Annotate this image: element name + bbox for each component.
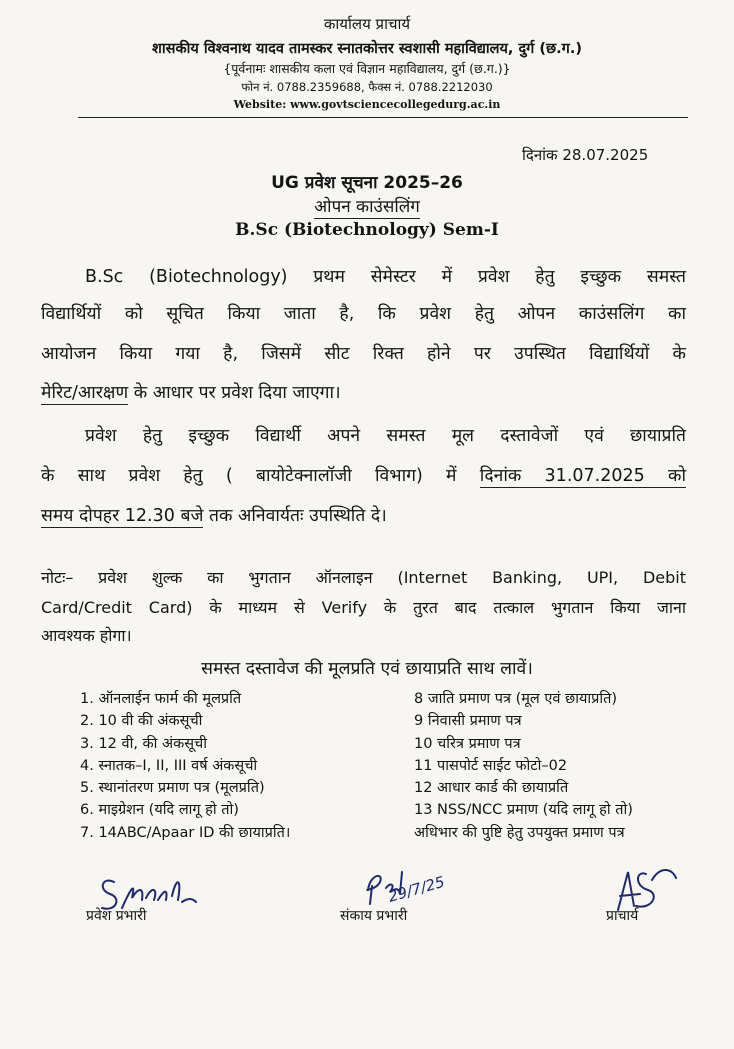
list-item: 6. माइग्रेशन (यदि लागू हो तो) — [80, 802, 239, 819]
admission-incharge-label: प्रवेश प्रभारी — [86, 908, 147, 924]
college-name: शासकीय विश्वनाथ यादव तामस्कर स्नातकोत्तर स्वशासी महाविद्यालय, दुर्ग (छ.ग.) — [152, 41, 582, 57]
documents-title: समस्त दस्तावेज की मूलप्रति एवं छायाप्रति साथ लावें। — [201, 659, 533, 679]
note-line2: Card/Credit Card) के माध्यम से Verify के तुरत बाद तत्काल भुगतान किया जाना — [41, 598, 686, 617]
para1-line2: विद्यार्थियों को सूचित किया जाता है, कि प्रवेश हेतु ओपन काउंसलिंग का — [41, 304, 686, 324]
note-line3: आवश्यक होगा। — [41, 626, 132, 645]
para2-line3-rest: तक अनिवार्यतः उपस्थिति दे। — [203, 506, 387, 526]
list-item: 8 जाति प्रमाण पत्र (मूल एवं छायाप्रति) — [414, 691, 618, 707]
faculty-incharge-label: संकाय प्रभारी — [340, 908, 408, 924]
list-item: 1. ऑनलाईन फार्म की मूलप्रति — [80, 691, 242, 707]
para2-line3 — [41, 503, 387, 527]
signature-date: 29/7/25 — [386, 872, 447, 906]
list-item: 3. 12 वी, की अंकसूची — [80, 735, 208, 752]
list-item: 12 आधार कार्ड की छायाप्रति — [414, 780, 569, 797]
notice-date: दिनांक 28.07.2025 — [522, 146, 649, 164]
para1-line4-rest: के आधार पर प्रवेश दिया जाएगा। — [128, 383, 341, 403]
list-item: 4. स्नातक–I, II, III वर्ष अंकसूची — [80, 757, 258, 774]
list-item: अधिभार की पुष्टि हेतु उपयुक्त प्रमाण पत्र — [414, 824, 625, 841]
header-divider — [78, 117, 688, 118]
note-line1: नोटः– प्रवेश शुल्क का भुगतान ऑनलाइन (Internet Banking, UPI, Debit — [41, 568, 686, 587]
list-item: 9 निवासी प्रमाण पत्र — [414, 713, 522, 730]
para2-line2 — [41, 463, 686, 487]
counselling-date: दिनांक 31.07.2025 को — [479, 466, 686, 486]
principal-label: प्राचार्य — [606, 908, 639, 924]
para1-line4 — [41, 380, 341, 404]
list-item: 5. स्थानांतरण प्रमाण पत्र (मूलप्रति) — [80, 780, 265, 797]
para1-line3: आयोजन किया गया है, जिसमें सीट रिक्त होने पर उपस्थित विद्यार्थियों के — [41, 344, 686, 364]
merit-reservation: मेरिट/आरक्षण — [41, 383, 129, 403]
open-counselling-label: ओपन काउंसलिंग — [314, 197, 420, 217]
office-heading: कार्यालय प्राचार्य — [323, 15, 411, 33]
para1-line1: B.Sc (Biotechnology) प्रथम सेमेस्टर में प्रवेश हेतु इच्छुक समस्त — [85, 267, 686, 287]
list-item: 10 चरित्र प्रमाण पत्र — [414, 735, 521, 752]
documents-list-right — [414, 688, 633, 844]
notice-subtitle — [0, 194, 734, 217]
list-item: 7. 14ABC/Apaar ID की छायाप्रति। — [80, 824, 291, 841]
documents-list-left — [80, 688, 290, 844]
contact-numbers: फोन नं. 0788.2359688, फैक्स नं. 0788.2212030 — [241, 80, 493, 94]
para2-line1: प्रवेश हेतु इच्छुक विद्यार्थी अपने समस्त मूल दस्तावेजों एवं छायाप्रति — [85, 426, 686, 446]
course-name: B.Sc (Biotechnology) Sem-I — [235, 220, 499, 240]
para2-line2-start: के साथ प्रवेश हेतु ( बायोटेक्नालॉजी विभाग) में — [41, 466, 480, 486]
website: Website: www.govtsciencecollegedurg.ac.in — [233, 98, 501, 111]
notice-title: UG प्रवेश सूचना 2025–26 — [271, 173, 463, 193]
list-item: 2. 10 वी की अंकसूची — [80, 713, 203, 730]
former-name: {पूर्वनामः शासकीय कला एवं विज्ञान महाविद्यालय, दुर्ग (छ.ग.)} — [223, 61, 511, 76]
counselling-time: समय दोपहर 12.30 बजे — [41, 506, 204, 526]
list-item: 13 NSS/NCC प्रमाण (यदि लागू हो तो) — [414, 802, 633, 819]
list-item: 11 पासपोर्ट साईट फोटो–02 — [414, 757, 568, 774]
